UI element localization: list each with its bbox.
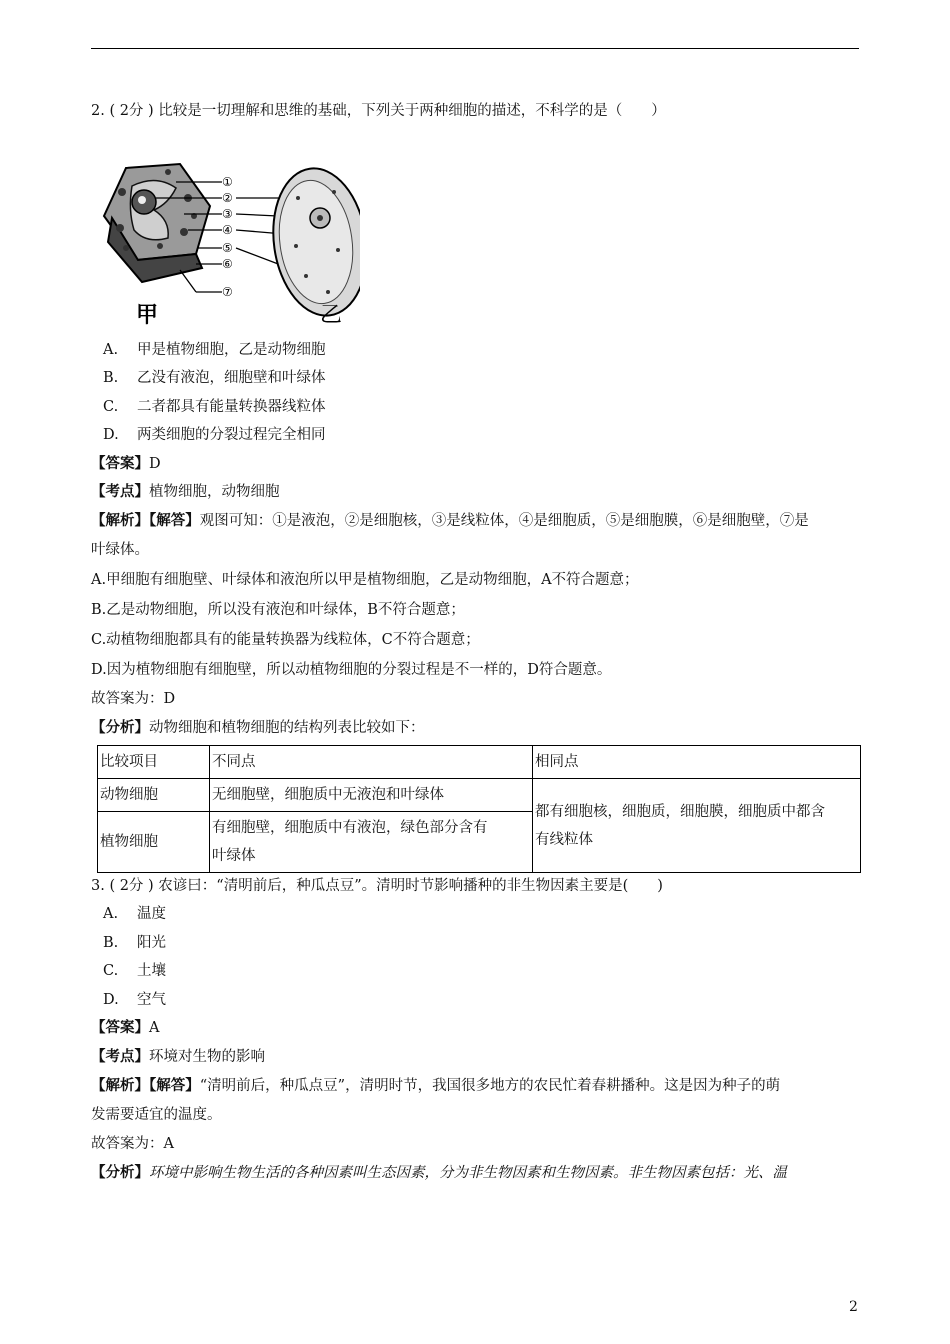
table-header-diff: 不同点 xyxy=(210,746,533,779)
animal-cell-yi xyxy=(264,162,360,321)
q2-final: 故答案为：D xyxy=(91,691,176,707)
q3-option-c[interactable]: C. 土壤 xyxy=(103,963,166,979)
label-yi: 乙 xyxy=(320,303,343,328)
q2-option-b[interactable]: B. 乙没有液泡，细胞壁和叶绿体 xyxy=(103,370,326,386)
cell-diagram xyxy=(98,158,360,328)
q3-option-d[interactable]: D. 空气 xyxy=(103,992,166,1008)
q2-stem: 2. ( 2分 ) 比较是一切理解和思维的基础，下列关于两种细胞的描述，不科学的是（ ） xyxy=(91,103,666,119)
q2-analysis-a: A.甲细胞有细胞壁、叶绿体和液泡所以甲是植物细胞，乙是动物细胞，A不符合题意； xyxy=(91,572,639,588)
q2-option-d[interactable]: D. 两类细胞的分裂过程完全相同 xyxy=(103,427,326,443)
comparison-table xyxy=(97,745,861,873)
label-7: ⑦ xyxy=(222,285,233,299)
q3-analysis-1: 【解析】【解答】“清明前后，种瓜点豆”，清明时节，我国很多地方的农民忙着春耕播种。这是因为种子的萌 xyxy=(91,1077,781,1094)
q2-option-c[interactable]: C. 二者都具有能量转换器线粒体 xyxy=(103,399,326,415)
label-3: ③ xyxy=(222,207,233,221)
table-cell-animal: 动物细胞 xyxy=(98,779,210,812)
label-6: ⑥ xyxy=(222,257,233,271)
page-number: 2 xyxy=(849,1299,858,1315)
label-jia: 甲 xyxy=(136,303,159,328)
q3-point: 【考点】环境对生物的影响 xyxy=(91,1048,265,1065)
table-cell-same: 都有细胞核，细胞质，细胞膜，细胞质中都含 有线粒体 xyxy=(533,779,861,873)
q3-fenxi: 【分析】环境中影响生物生活的各种因素叫生态因素，分为非生物因素和生物因素。非生物因素包括：光、温 xyxy=(91,1164,787,1181)
table-row xyxy=(98,779,861,812)
q2-fenxi: 【分析】动物细胞和植物细胞的结构列表比较如下： xyxy=(91,719,425,736)
q2-point: 【考点】植物细胞，动物细胞 xyxy=(91,483,280,500)
label-5: ⑤ xyxy=(222,241,233,255)
number-labels xyxy=(222,175,233,299)
q3-answer: 【答案】A xyxy=(91,1019,160,1036)
table-header-item: 比较项目 xyxy=(98,746,210,779)
q2-analysis-b: B.乙是动物细胞，所以没有液泡和叶绿体，B不符合题意； xyxy=(91,602,465,618)
q3-option-b[interactable]: B. 阳光 xyxy=(103,935,166,951)
cell-diagram-svg xyxy=(98,158,360,328)
q2-option-a[interactable]: A. 甲是植物细胞，乙是动物细胞 xyxy=(103,342,326,358)
label-1: ① xyxy=(222,175,233,189)
table-cell-plant-diff: 有细胞壁，细胞质中有液泡，绿色部分含有 叶绿体 xyxy=(210,812,533,873)
q3-option-a[interactable]: A. 温度 xyxy=(103,906,166,922)
q2-analysis-2: 叶绿体。 xyxy=(91,542,149,558)
table-cell-plant: 植物细胞 xyxy=(98,812,210,873)
label-4: ④ xyxy=(222,223,233,237)
label-2: ② xyxy=(222,191,233,205)
table-header-same: 相同点 xyxy=(533,746,861,779)
q3-final: 故答案为：A xyxy=(91,1136,174,1152)
q2-answer: 【答案】D xyxy=(91,455,161,472)
table-cell-animal-diff: 无细胞壁，细胞质中无液泡和叶绿体 xyxy=(210,779,533,812)
q2-analysis-c: C.动植物细胞都具有的能量转换器为线粒体，C不符合题意； xyxy=(91,632,480,648)
q3-stem: 3. ( 2分 ) 农谚曰：“清明前后，种瓜点豆”。清明时节影响播种的非生物因素主要是( ) xyxy=(91,878,663,894)
table-row xyxy=(98,746,861,779)
q3-analysis-2: 发需要适宜的温度。 xyxy=(91,1107,222,1123)
q2-analysis-d: D.因为植物细胞有细胞壁，所以动植物细胞的分裂过程是不一样的，D符合题意。 xyxy=(91,662,612,678)
q2-analysis-1: 【解析】【解答】观图可知：①是液泡，②是细胞核，③是线粒体，④是细胞质，⑤是细胞膜，⑥是细胞壁，⑦是 xyxy=(91,512,809,529)
header-rule xyxy=(91,48,859,49)
